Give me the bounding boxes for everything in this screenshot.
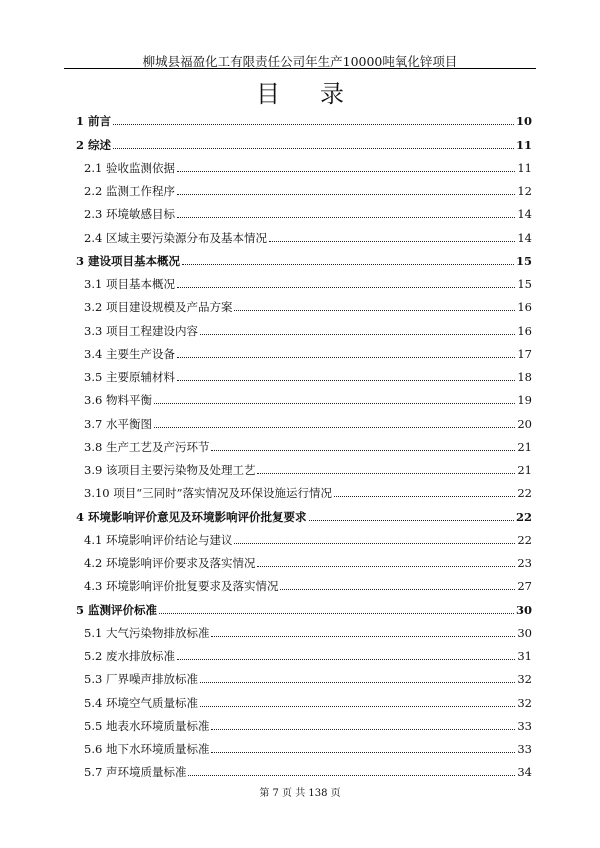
table-of-contents [76, 105, 532, 779]
toc-leader-dots [177, 380, 515, 381]
toc-entry-label: 2.1 验收监测依据 [84, 160, 175, 175]
toc-entry-page: 18 [517, 370, 532, 384]
toc-entry[interactable] [76, 175, 532, 198]
toc-entry[interactable] [76, 500, 532, 523]
toc-entry-page: 16 [517, 300, 532, 315]
toc-entry[interactable] [76, 710, 532, 733]
toc-leader-dots [113, 124, 514, 125]
toc-entry-label: 3.6 物料平衡 [84, 393, 152, 408]
toc-entry[interactable] [76, 407, 532, 430]
toc-entry-page: 30 [515, 602, 532, 617]
toc-entry-page: 27 [517, 579, 532, 594]
toc-entry[interactable] [76, 221, 532, 244]
toc-entry[interactable] [76, 291, 532, 314]
toc-entry[interactable] [76, 663, 532, 686]
toc-entry[interactable] [76, 198, 532, 221]
toc-entry-page: 16 [517, 323, 532, 338]
toc-entry[interactable] [76, 477, 532, 500]
toc-entry-label: 3.4 主要生产设备 [84, 346, 175, 361]
page-footer: 第 7 页 共 138 页 [259, 788, 341, 799]
toc-entry-page: 31 [517, 649, 532, 663]
toc-entry-page: 14 [517, 207, 532, 222]
toc-leader-dots [177, 287, 515, 288]
toc-entry-page: 23 [517, 556, 532, 570]
toc-entry[interactable] [76, 524, 532, 547]
toc-leader-dots [234, 543, 515, 544]
toc-leader-dots [234, 310, 515, 311]
toc-leader-dots [211, 636, 515, 637]
toc-entry-label: 5.6 地下水环境质量标准 [84, 742, 210, 756]
toc-entry[interactable] [76, 384, 532, 407]
toc-entry-page: 22 [517, 532, 532, 547]
page-title: 目录 [256, 80, 384, 108]
toc-leader-dots [177, 357, 515, 358]
toc-leader-dots [269, 241, 515, 242]
toc-entry-page: 33 [517, 718, 532, 733]
toc-leader-dots [177, 217, 515, 218]
toc-entry-label: 2.2 监测工作程序 [84, 184, 175, 198]
toc-entry-page: 15 [515, 253, 532, 268]
toc-entry-label: 5.5 地表水环境质量标准 [84, 718, 210, 733]
toc-leader-dots [200, 682, 515, 683]
toc-entry[interactable] [76, 454, 532, 477]
toc-entry-page: 19 [517, 393, 532, 408]
toc-entry[interactable] [76, 733, 532, 756]
toc-leader-dots [200, 706, 515, 707]
toc-entry-page: 21 [517, 463, 532, 477]
toc-entry-page: 11 [517, 160, 532, 175]
toc-entry-label: 5.2 废水排放标准 [84, 649, 175, 663]
toc-entry-label: 5.3 厂界噪声排放标准 [84, 672, 198, 687]
toc-leader-dots [334, 496, 515, 497]
toc-entry-label: 2.4 区域主要污染源分布及基本情况 [84, 230, 267, 245]
toc-entry-label: 5.4 环境空气质量标准 [84, 695, 198, 710]
toc-entry[interactable] [76, 431, 532, 454]
toc-entry-label: 2.3 环境敏感目标 [84, 207, 175, 222]
toc-entry-page: 10 [515, 114, 532, 129]
toc-entry-page: 30 [517, 625, 532, 640]
toc-leader-dots [211, 450, 515, 451]
toc-entry[interactable] [76, 570, 532, 593]
toc-entry[interactable] [76, 756, 532, 779]
toc-entry-page: 33 [517, 742, 532, 756]
toc-leader-dots [154, 427, 515, 428]
toc-entry[interactable] [76, 245, 532, 268]
toc-entry-label: 5.7 声环境质量标准 [84, 765, 187, 780]
toc-entry-page: 17 [517, 346, 532, 361]
toc-entry-page: 15 [517, 277, 532, 291]
toc-entry-label: 1 前言 [76, 114, 112, 129]
toc-entry-label: 5.1 大气污染物排放标准 [84, 625, 210, 640]
toc-leader-dots [257, 473, 515, 474]
toc-entry[interactable] [76, 361, 532, 384]
toc-entry-label: 3.2 项目建设规模及产品方案 [84, 300, 233, 315]
toc-entry[interactable] [76, 338, 532, 361]
toc-entry[interactable] [76, 314, 532, 337]
toc-leader-dots [211, 729, 515, 730]
toc-entry-label: 4.1 环境影响评价结论与建议 [84, 532, 233, 547]
toc-entry-page: 11 [515, 137, 532, 152]
toc-entry-label: 4 环境影响评价意见及环境影响评价批复要求 [76, 509, 307, 524]
toc-entry[interactable] [76, 152, 532, 175]
toc-entry-label: 5 监测评价标准 [76, 602, 158, 617]
toc-entry-page: 34 [517, 765, 532, 780]
toc-leader-dots [113, 148, 514, 149]
header-rule [64, 68, 536, 69]
toc-entry-label: 3.8 生产工艺及产污环节 [84, 439, 210, 454]
page-header: 柳城县福盈化工有限责任公司年生产10000吨氧化锌项目 [142, 54, 458, 69]
toc-entry-label: 2 综述 [76, 137, 112, 152]
toc-entry-label: 4.3 环境影响评价批复要求及落实情况 [84, 579, 279, 594]
toc-entry[interactable] [76, 268, 532, 291]
toc-entry-page: 14 [517, 230, 532, 245]
toc-leader-dots [200, 334, 515, 335]
toc-entry-label: 3 建设项目基本概况 [76, 253, 181, 268]
toc-leader-dots [177, 659, 515, 660]
toc-leader-dots [154, 403, 515, 404]
toc-leader-dots [257, 566, 515, 567]
toc-entry[interactable] [76, 547, 532, 570]
toc-entry[interactable] [76, 686, 532, 709]
toc-leader-dots [182, 264, 514, 265]
toc-entry-label: 3.1 项目基本概况 [84, 277, 175, 291]
toc-leader-dots [188, 775, 515, 776]
toc-leader-dots [309, 520, 514, 521]
toc-leader-dots [159, 613, 514, 614]
toc-entry-label: 3.5 主要原辅材料 [84, 370, 175, 384]
toc-leader-dots [280, 589, 515, 590]
toc-entry-label: 3.9 该项目主要污染物及处理工艺 [84, 463, 256, 477]
toc-entry-label: 4.2 环境影响评价要求及落实情况 [84, 556, 256, 570]
toc-entry[interactable] [76, 640, 532, 663]
toc-entry[interactable] [76, 593, 532, 616]
toc-leader-dots [177, 171, 515, 172]
toc-entry-page: 32 [517, 672, 532, 687]
toc-entry-page: 21 [517, 439, 532, 454]
toc-leader-dots [177, 194, 515, 195]
toc-entry-page: 12 [517, 184, 532, 198]
toc-entry-label: 3.10 项目“三同时”落实情况及环保设施运行情况 [84, 486, 333, 501]
toc-entry-label: 3.3 项目工程建设内容 [84, 323, 198, 338]
toc-entry-page: 22 [517, 486, 532, 501]
toc-entry-page: 32 [517, 695, 532, 710]
toc-leader-dots [211, 752, 515, 753]
toc-entry[interactable] [76, 617, 532, 640]
toc-entry-page: 22 [515, 509, 532, 524]
toc-entry[interactable] [76, 128, 532, 151]
toc-entry-page: 20 [517, 416, 532, 431]
toc-entry[interactable] [76, 105, 532, 128]
toc-entry-label: 3.7 水平衡图 [84, 416, 152, 431]
